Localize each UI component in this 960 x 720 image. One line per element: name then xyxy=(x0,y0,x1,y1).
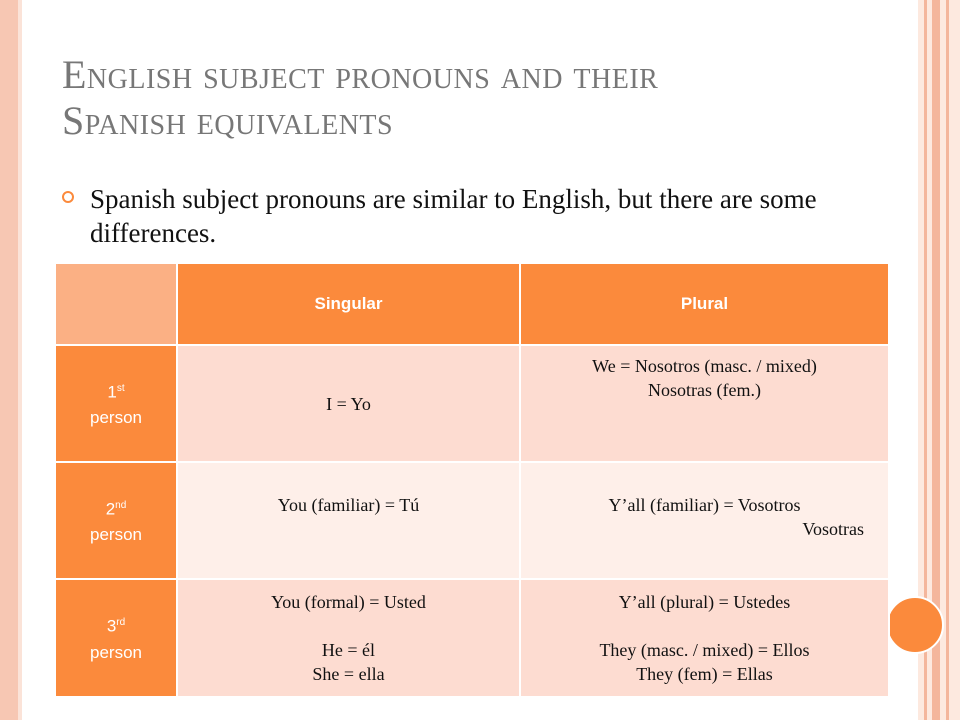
cell-line: Vosotras xyxy=(802,519,864,539)
cell-singular xyxy=(177,579,520,697)
cell-spacer xyxy=(521,614,888,638)
slide-title-line2: Spanish equivalents xyxy=(62,98,394,143)
bullet-circle-icon xyxy=(62,191,74,203)
bullet-text: Spanish subject pronouns are similar to English, but there are some differences. xyxy=(90,184,817,248)
table-header-row xyxy=(55,263,889,345)
cell-singular xyxy=(177,345,520,462)
slide-title xyxy=(62,52,892,144)
row-label-number: 1 xyxy=(107,382,117,402)
row-label-word: person xyxy=(90,642,142,662)
title-divider xyxy=(22,158,918,160)
cell-line: Y’all (familiar) = Vosotros xyxy=(608,495,801,515)
table-corner-cell xyxy=(55,263,177,345)
cell-plural xyxy=(520,462,889,579)
cell-line: They (masc. / mixed) = Ellos xyxy=(599,640,810,660)
slide-left-border xyxy=(0,0,18,720)
cell-spacer xyxy=(178,614,519,638)
slide-left-border-inner xyxy=(18,0,22,720)
row-label-1st-person xyxy=(55,345,177,462)
cell-line: Y’all (plural) = Ustedes xyxy=(618,592,791,612)
row-label-3rd-person xyxy=(55,579,177,697)
row-label-suffix: st xyxy=(116,382,125,394)
cell-line: He = él xyxy=(321,640,376,660)
cell-plural xyxy=(520,579,889,697)
row-label-number: 2 xyxy=(105,499,116,519)
row-label-suffix: rd xyxy=(116,617,126,629)
cell-line: They (fem) = Ellas xyxy=(636,664,773,684)
cell-plural xyxy=(520,345,889,462)
table-row xyxy=(55,345,889,462)
cell-line: I = Yo xyxy=(326,393,371,414)
row-label-word: person xyxy=(90,525,142,545)
cell-line: You (familiar) = Tú xyxy=(277,495,420,515)
cell-singular xyxy=(177,462,520,579)
cell-line: She = ella xyxy=(312,664,385,684)
row-label-2nd-person xyxy=(55,462,177,579)
header-plural: Plural xyxy=(520,263,889,345)
slide-title-line1: English subject pronouns and their xyxy=(62,52,659,97)
cell-line: We = Nosotros (masc. / mixed) xyxy=(592,356,817,376)
row-label-suffix: nd xyxy=(115,499,127,511)
table-row xyxy=(55,462,889,579)
pronoun-table xyxy=(54,262,890,698)
decorative-circle xyxy=(886,596,944,654)
table-row xyxy=(55,579,889,697)
row-label-number: 3 xyxy=(106,616,117,636)
cell-line: Nosotras (fem.) xyxy=(648,380,761,400)
right-border-stripe xyxy=(946,0,949,720)
header-singular: Singular xyxy=(177,263,520,345)
cell-line: You (formal) = Usted xyxy=(271,592,426,612)
row-label-word: person xyxy=(90,408,142,428)
